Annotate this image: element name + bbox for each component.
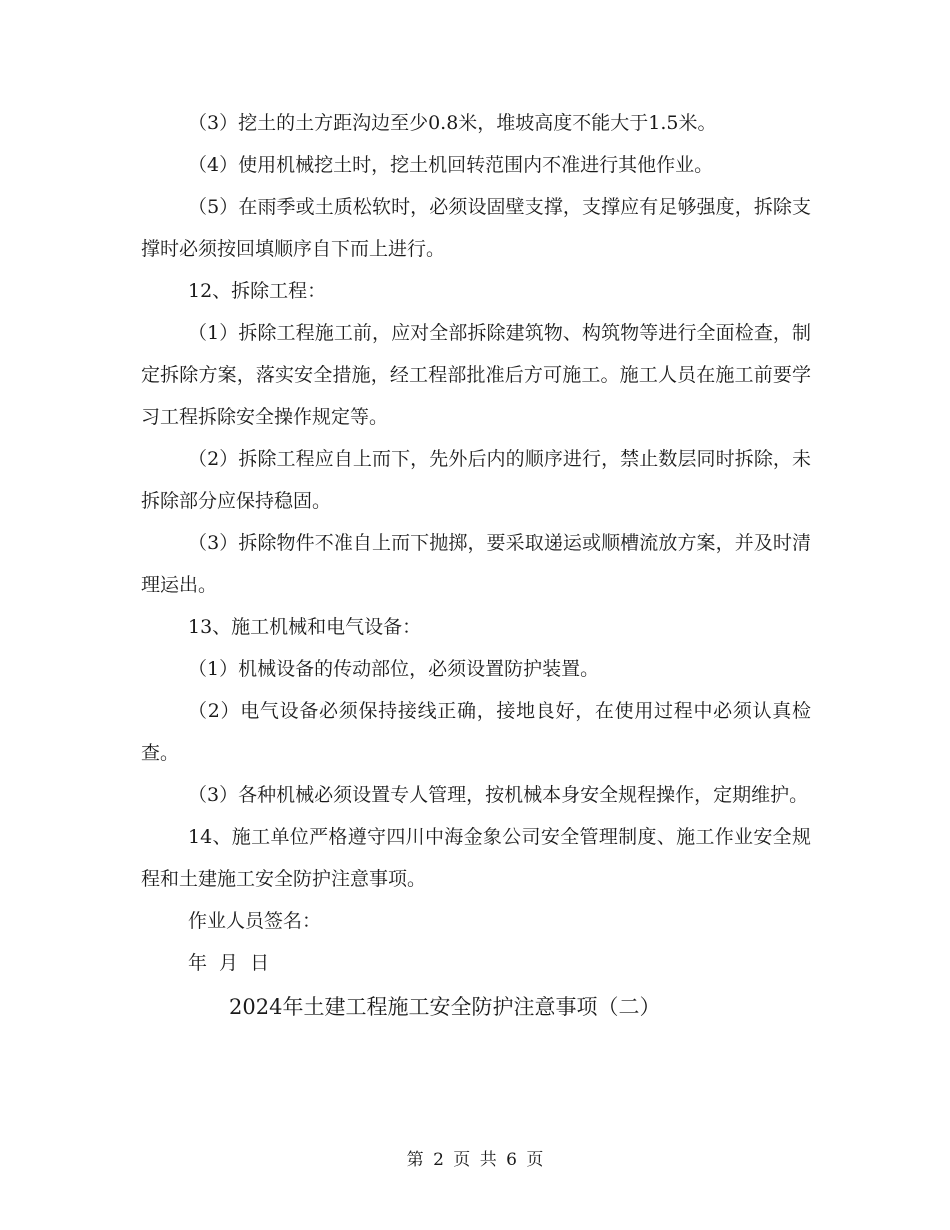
paragraph: （3）拆除物件不准自上而下抛掷，要采取递运或顺槽流放方案，并及时清理运出。 bbox=[141, 532, 811, 596]
paragraph: （2）电气设备必须保持接线正确，接地良好，在使用过程中必须认真检查。 bbox=[141, 700, 811, 764]
section-heading: 13、施工机械和电气设备： bbox=[188, 616, 422, 638]
paragraph: （1）拆除工程施工前，应对全部拆除建筑物、构筑物等进行全面检查，制定拆除方案，落实安全措施，经工程部批准后方可施工。施工人员在施工前要学习工程拆除安全操作规定等。 bbox=[141, 322, 811, 428]
date-label: 年 月 日 bbox=[188, 952, 270, 974]
paragraph: （3）挖土的土方距沟边至少0.8米，堆坡高度不能大于1.5米。 bbox=[188, 112, 717, 134]
paragraph: （4）使用机械挖土时，挖土机回转范围内不准进行其他作业。 bbox=[188, 154, 714, 176]
paragraph: （3）各种机械必须设置专人管理，按机械本身安全规程操作，定期维护。 bbox=[188, 784, 809, 806]
paragraph: （1）机械设备的传动部位，必须设置防护装置。 bbox=[188, 658, 600, 680]
signature-label: 作业人员签名： bbox=[188, 910, 322, 932]
paragraph: （2）拆除工程应自上而下，先外后内的顺序进行，禁止数层同时拆除，未拆除部分应保持稳固。 bbox=[141, 448, 811, 512]
section-heading: 12、拆除工程： bbox=[188, 280, 327, 302]
paragraph: 14、施工单位严格遵守四川中海金象公司安全管理制度、施工作业安全规程和土建施工安全防护注意事项。 bbox=[141, 826, 811, 890]
paragraph: （5）在雨季或土质松软时，必须设固壁支撑，支撑应有足够强度，拆除支撑时必须按回填顺序自下而上进行。 bbox=[141, 196, 811, 260]
page-footer: 第 2 页 共 6 页 bbox=[406, 1150, 544, 1170]
section-title: 2024年土建工程施工安全防护注意事项（二） bbox=[229, 995, 661, 1019]
document-body bbox=[141, 102, 811, 1028]
